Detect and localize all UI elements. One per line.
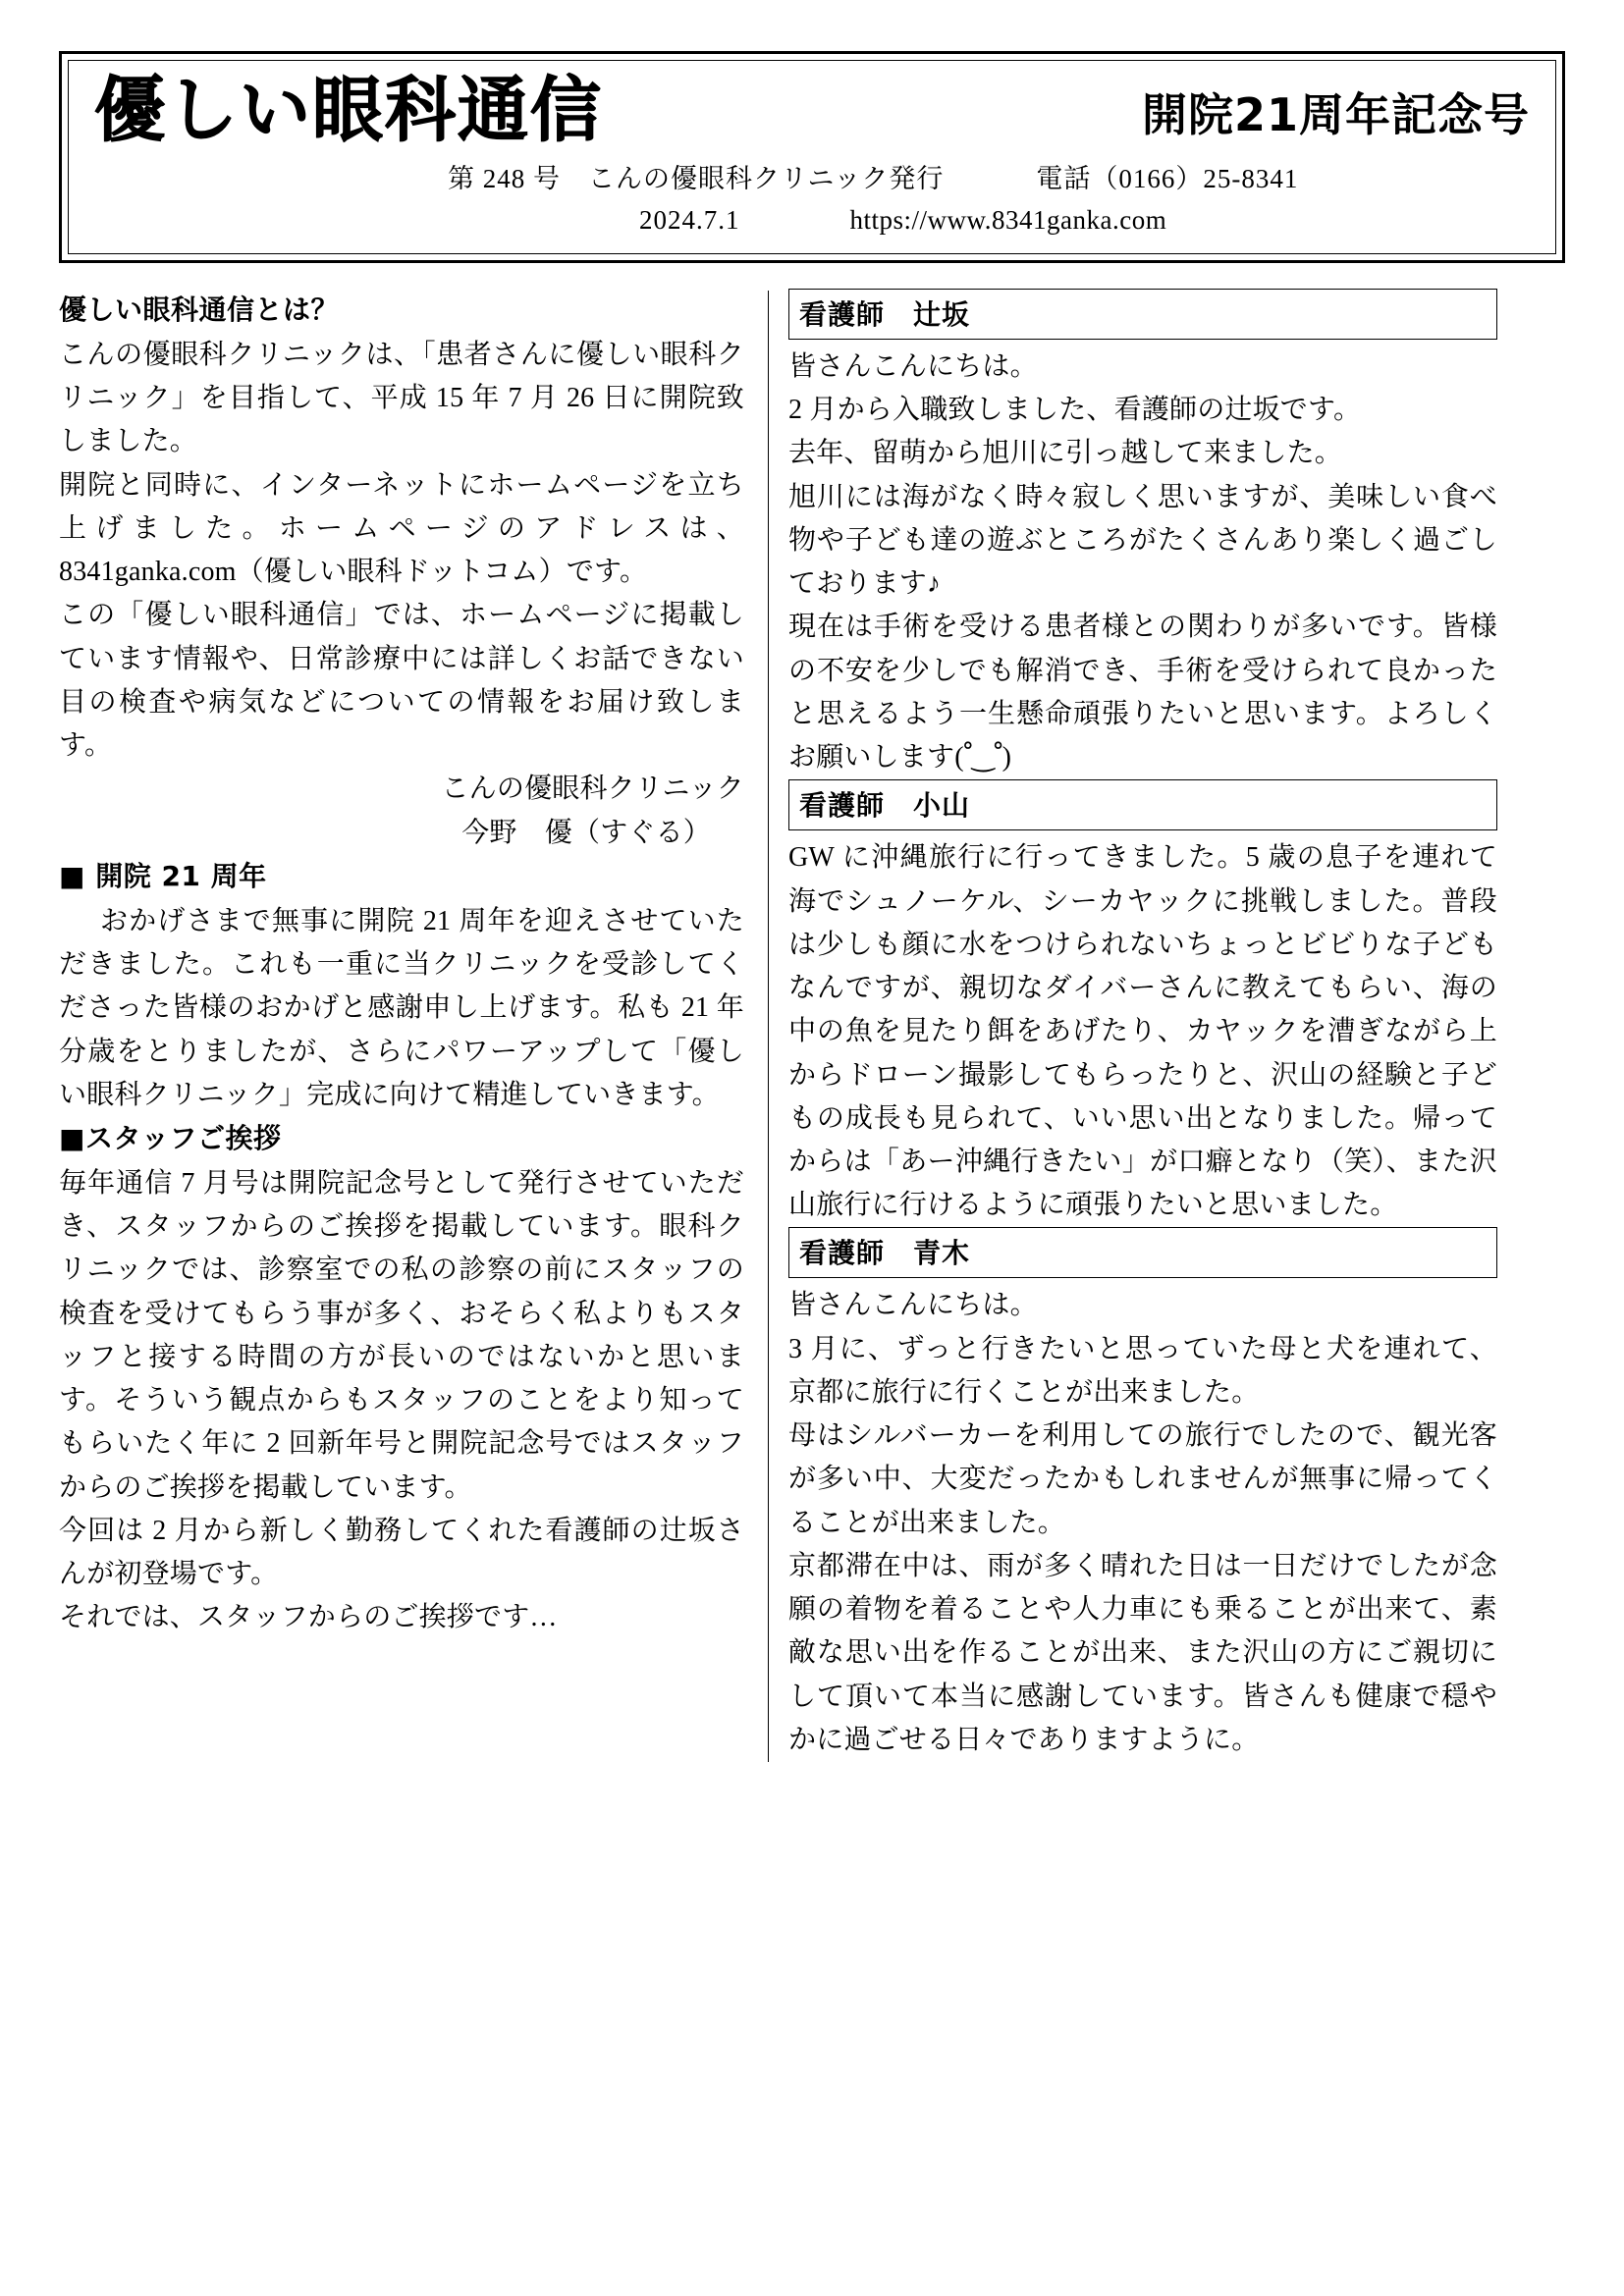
- publication-date: 2024.7.1: [639, 205, 740, 235]
- staff-paragraph: 3 月に、ずっと行きたいと思っていた母と犬を連れて、京都に旅行に行くことが出来ました。: [788, 1333, 1497, 1408]
- staff-paragraph: 母はシルバーカーを利用しての旅行でしたので、観光客が多い中、大変だったかもしれませんが無事に帰ってくることが出来ました。: [788, 1420, 1497, 1538]
- staff-greeting-paragraph-3: それでは、スタッフからのご挨拶です…: [59, 1602, 558, 1633]
- staff-paragraph: 去年、留萌から旭川に引っ越して来ました。: [788, 438, 1343, 469]
- masthead: [59, 51, 1565, 263]
- signature-clinic: こんの優眼科クリニック: [441, 774, 744, 805]
- staff-paragraph: 皆さんこんにちは。: [788, 351, 1038, 382]
- staff-block-tsujisaka: [788, 289, 1497, 779]
- staff-block-koyama: [788, 779, 1497, 1227]
- right-column: [788, 289, 1497, 1762]
- intro-paragraph-1: こんの優眼科クリニックは、「患者さんに優しい眼科クリニック」を目指して、平成 15 年 7 月 26 日に開院致しました。: [59, 340, 744, 457]
- issue-number-publisher: 第 248 号 こんの優眼科クリニック発行: [448, 164, 945, 193]
- staff-name-heading: 看護師 小山: [788, 779, 1497, 830]
- section-heading-staff-greeting: ■スタッフご挨拶: [59, 1121, 282, 1154]
- staff-paragraph: 京都滞在中は、雨が多く晴れた日は一日だけでしたが念願の着物を着ることや人力車にも乗ることが出来て、素敵な思い出を作ることが出来、また沢山の方にご親切にして頂いて本当に感謝しています。皆さんも健康で穏やかに過ごせる日々でありますように。: [788, 1550, 1497, 1755]
- signature-name: 今野 優（すぐる）: [461, 817, 711, 848]
- masthead-inner-border: [68, 60, 1556, 254]
- intro-paragraph-2: 開院と同時に、インターネットにホームページを立ち上げました。ホームページのアドレスは、8341ganka.com（優しい眼科ドットコム）です。: [59, 469, 744, 588]
- staff-paragraph: 現在は手術を受ける患者様との関わりが多いです。皆様の不安を少しでも解消でき、手術を受けられて良かったと思えるよう一生懸命頑張りたいと思います。よろしくお願いします(ﹾ‿ﹾ): [788, 612, 1497, 774]
- column-divider: [768, 291, 769, 1762]
- telephone: 電話（0166）25-8341: [1036, 164, 1299, 193]
- body-columns: [59, 289, 1565, 1762]
- section-heading-anniversary: ■ 開院 21 周年: [59, 859, 267, 892]
- left-column: [59, 289, 768, 1762]
- staff-name-heading: 看護師 辻坂: [788, 289, 1497, 340]
- staff-greeting-paragraph-1: 毎年通信 7 月号は開院記念号として発行させていただき、スタッフからのご挨拶を掲載しています。眼科クリニックでは、診察室での私の診察の前にスタッフの検査を受けてもらう事が多く、おそらく私よりもスタッフと接する時間の方が長いのではないかと思います。そういう観点からもスタッフのことをより知ってもらいたく年に 2 回新年号と開院記念号ではスタッフからのご挨拶を掲載しています。: [59, 1167, 744, 1503]
- staff-paragraph: GW に沖縄旅行に行ってきました。5 歳の息子を連れて海でシュノーケル、シーカヤックに挑戦しました。普段は少しも顔に水をつけられないちょっとビビりな子どもなんですが、親切なダイバーさんに教えてもらい、海の中の魚を見たり餌をあげたり、カヤックを漕ぎながら上からドローン撮影してもらったりと、沢山の経験と子どもの成長も見られて、いい思い出となりました。帰ってからは「あー沖縄行きたい」が口癖となり（笑）、また沢山旅行に行けるように頑張りたいと思いました。: [788, 842, 1497, 1221]
- masthead-date-row: [94, 205, 1530, 236]
- staff-paragraph: 皆さんこんにちは。: [788, 1290, 1038, 1321]
- page-title: 優しい眼科通信: [94, 69, 604, 151]
- masthead-issue-row: [94, 157, 1530, 195]
- staff-block-aoki: [788, 1227, 1497, 1762]
- staff-greeting-paragraph-2: 今回は 2 月から新しく勤務してくれた看護師の辻坂さんが初登場です。: [59, 1515, 744, 1590]
- section-heading-intro: 優しい眼科通信とは？: [59, 294, 340, 326]
- intro-paragraph-3: この「優しい眼科通信」では、ホームページに掲載しています情報や、日常診療中には詳しくお話できない目の検査や病気などについての情報をお届け致します。: [59, 600, 744, 762]
- masthead-title-row: [94, 69, 1530, 151]
- anniversary-badge: 開院21周年記念号: [1141, 88, 1530, 141]
- staff-paragraph: 旭川には海がなく時々寂しく思いますが、美味しい食べ物や子ども達の遊ぶところがたくさんあり楽しく過ごしております♪: [788, 481, 1497, 600]
- staff-paragraph: 2 月から入職致しました、看護師の辻坂です。: [788, 395, 1362, 426]
- anniversary-paragraph-1: おかげさまで無事に開院 21 周年を迎えさせていただきました。これも一重に当クリニックを受診してくださった皆様のおかげと感謝申し上げます。私も 21 年分歳をとりましたが、さらにパワーアップして「優しい眼科クリニック」完成に向けて精進していきます。: [59, 905, 744, 1110]
- website-url[interactable]: https://www.8341ganka.com: [849, 205, 1167, 235]
- staff-name-heading: 看護師 青木: [788, 1227, 1497, 1278]
